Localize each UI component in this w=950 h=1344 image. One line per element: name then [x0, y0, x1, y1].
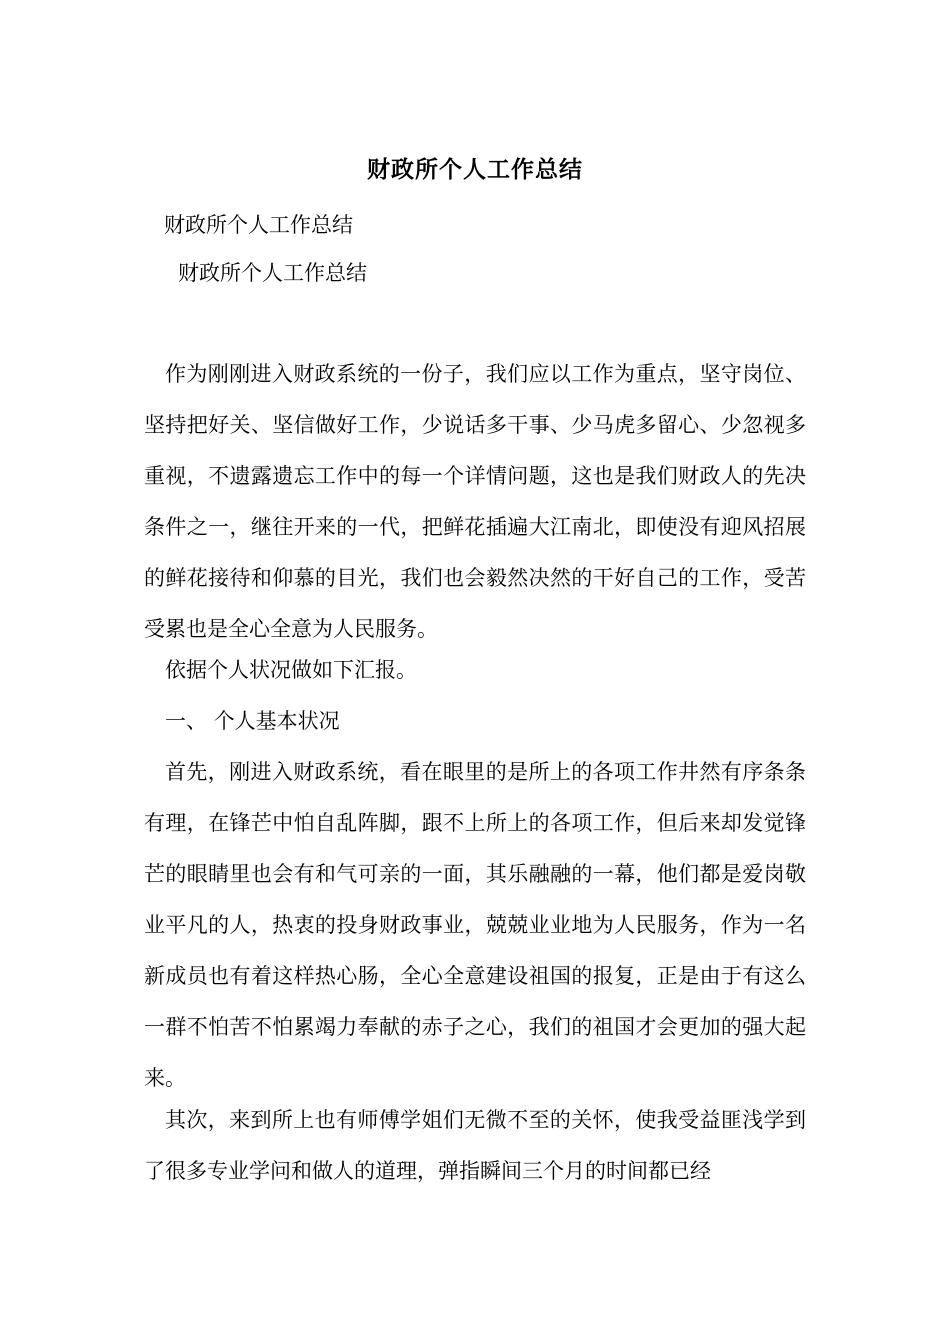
section-heading-basic-status: 一、 个人基本状况 [165, 709, 340, 733]
document-title: 财政所个人工作总结 [367, 156, 583, 183]
paragraph-first: 首先，刚进入财政系统，看在眼里的是所上的各项工作井然有序条条有理，在锋芒中怕自乱阵脚，跟不上所上的各项工作，但后来却发觉锋芒的眼睛里也会有和气可亲的一面，其乐融融的一幕，他们都是爱岗敬业平凡的人，热衷的投身财政事业，兢兢业业地为人民服务，作为一名新成员也有着这样热心肠，全心全意建设祖国的报复，正是由于有这么一群不怕苦不怕累竭力奉献的赤子之心，我们的祖国才会更加的强大起来。 [144, 760, 806, 1090]
subtitle-line-2: 财政所个人工作总结 [178, 261, 367, 285]
subtitle-line-1: 财政所个人工作总结 [164, 213, 353, 237]
paragraph-second: 其次，来到所上也有师傅学姐们无微不至的关怀，使我受益匪浅学到了很多专业学问和做人的道理，弹指瞬间三个月的时间都已经 [144, 1108, 806, 1183]
paragraph-intro: 作为刚刚进入财政系统的一份子，我们应以工作为重点，坚守岗位、坚持把好关、坚信做好工作，少说话多干事、少马虎多留心、少忽视多重视，不遗露遗忘工作中的每一个详情问题，这也是我们财政人的先决条件之一，继往开来的一代，把鲜花插遍大江南北，即使没有迎风招展的鲜花接待和仰慕的目光，我们也会毅然决然的干好自己的工作，受苦受累也是全心全意为人民服务。 [144, 362, 806, 641]
paragraph-report: 依据个人状况做如下汇报。 [165, 658, 417, 682]
